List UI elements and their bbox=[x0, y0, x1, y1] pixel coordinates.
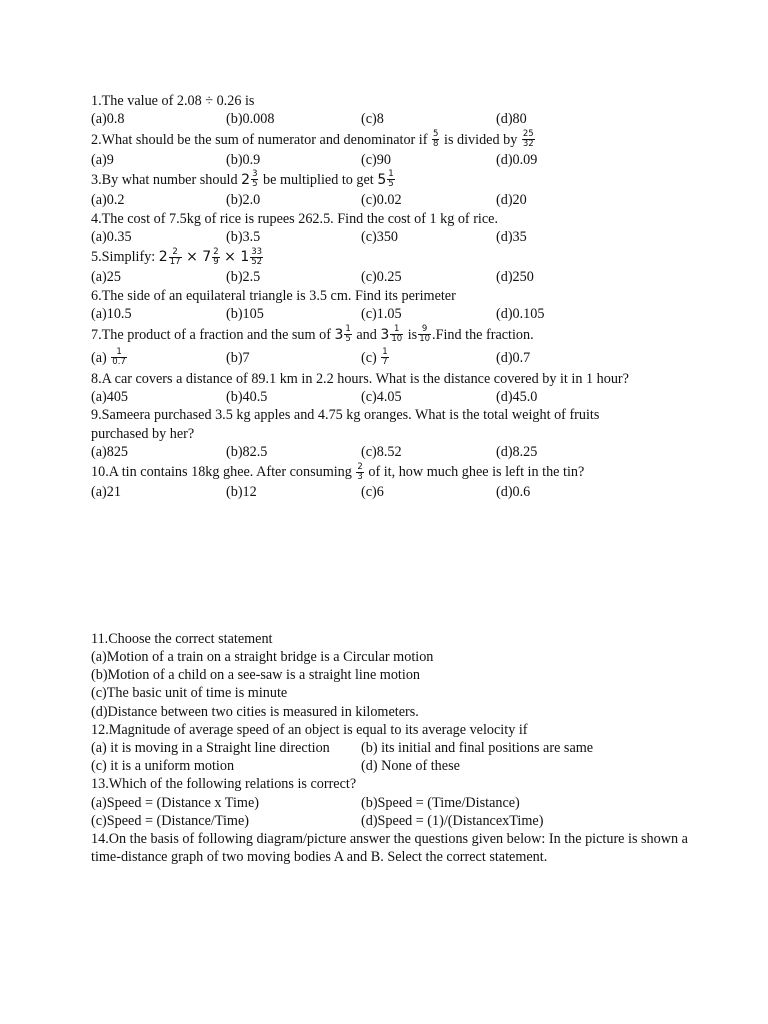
option-d: (d)0.7 bbox=[496, 349, 531, 366]
question-8: 8.A car covers a distance of 89.1 km in 2.2 hours. What is the distance covered by it in 1 hour? bbox=[91, 370, 629, 387]
option-d: (d)20 bbox=[496, 192, 527, 209]
option-c: (c)0.25 bbox=[361, 269, 402, 286]
option-c: (c)1.05 bbox=[361, 306, 402, 323]
option-c: (c)8 bbox=[361, 111, 384, 128]
option-b: (b)82.5 bbox=[226, 444, 268, 461]
option-b: (b)105 bbox=[226, 306, 264, 323]
option-c: (c)6 bbox=[361, 484, 384, 501]
question-5: 5.Simplify: 2 $\frac{2}{17}$ × 7 $\frac{2}{9}$ × 1 $\frac{33}{52}$ bbox=[91, 246, 263, 267]
question-6: 6.The side of an equilateral triangle is 3.5 cm. Find its perimeter bbox=[91, 287, 456, 304]
option-c: (c)90 bbox=[361, 151, 391, 168]
option-c: (c) it is a uniform motion bbox=[91, 758, 235, 775]
option-a: (a)25 bbox=[91, 269, 121, 286]
fraction: $\frac{1}{5}$ bbox=[345, 323, 351, 344]
question-14-line-2: time-distance graph of two moving bodies A and B. Select the correct statement. bbox=[91, 849, 548, 866]
fraction: $\frac{2}{3}$ bbox=[357, 461, 363, 482]
question-14-line-1: 14.On the basis of following diagram/picture answer the questions given below: In the picture is shown a bbox=[91, 830, 688, 847]
fraction: $\frac{3}{5}$ bbox=[252, 169, 258, 190]
option-a: (a)405 bbox=[91, 388, 129, 405]
fraction: $\frac{25}{32}$ bbox=[522, 129, 534, 150]
worksheet bbox=[91, 92, 691, 866]
option-c: (c) $\frac{1}{7}$ bbox=[361, 346, 388, 367]
question-9-line-1: 9.Sameera purchased 3.5 kg apples and 4.75 kg oranges. What is the total weight of fruits bbox=[91, 407, 600, 424]
fraction: $\frac{1}{7}$ bbox=[382, 346, 388, 367]
question-4-options bbox=[91, 228, 691, 246]
option-a: (a)0.8 bbox=[91, 111, 125, 128]
option-b: (b)7 bbox=[226, 349, 250, 366]
option-b: (b)0.9 bbox=[226, 151, 261, 168]
question-9-line-2: purchased by her? bbox=[91, 425, 195, 442]
question-9-options bbox=[91, 443, 691, 461]
option-a: (a)0.2 bbox=[91, 192, 125, 209]
fraction: $\frac{9}{10}$ bbox=[419, 323, 431, 344]
question-3: 3.By what number should 2 $\frac{3}{5}$ be multiplied to get 5 $\frac{1}{5}$ bbox=[91, 169, 394, 190]
question-11: 11.Choose the correct statement bbox=[91, 630, 273, 647]
option-d: (d)0.09 bbox=[496, 151, 538, 168]
option-d: (d)0.6 bbox=[496, 484, 531, 501]
question-7: 7.The product of a fraction and the sum of 3 $\frac{1}{5}$ and 3 $\frac{1}{10}$ is $\frac{9}{10}$ .Find the fraction. bbox=[91, 323, 534, 344]
option-d: (d)250 bbox=[496, 269, 534, 286]
option-b: (b)3.5 bbox=[226, 228, 261, 245]
question-13-options-row-1 bbox=[91, 794, 691, 812]
question-12-options-row-2 bbox=[91, 757, 691, 775]
question-5-options bbox=[91, 268, 691, 286]
question-13-options-row-2 bbox=[91, 812, 691, 830]
option-b: (b)2.0 bbox=[226, 192, 261, 209]
fraction: $\frac{1}{0.7}$ bbox=[112, 346, 126, 367]
question-12: 12.Magnitude of average speed of an object is equal to its average velocity if bbox=[91, 721, 528, 738]
option-b: (b)40.5 bbox=[226, 388, 268, 405]
option-a: (a)Speed = (Distance x Time) bbox=[91, 794, 259, 811]
question-7-options bbox=[91, 346, 691, 370]
question-10-options bbox=[91, 483, 691, 501]
question-1-options bbox=[91, 110, 691, 128]
option-d: (d)Distance between two cities is measured in kilometers. bbox=[91, 703, 419, 720]
fraction: $\frac{33}{52}$ bbox=[251, 246, 263, 267]
fraction: $\frac{1}{10}$ bbox=[391, 323, 403, 344]
option-a: (a)Motion of a train on a straight bridge is a Circular motion bbox=[91, 649, 434, 666]
question-2-options bbox=[91, 151, 691, 169]
option-b: (b)2.5 bbox=[226, 269, 261, 286]
option-a: (a)21 bbox=[91, 484, 121, 501]
fraction: $\frac{2}{17}$ bbox=[169, 246, 181, 267]
option-d: (d)35 bbox=[496, 228, 527, 245]
option-a: (a) it is moving in a Straight line direction bbox=[91, 739, 330, 756]
option-a: (a)825 bbox=[91, 444, 129, 461]
fraction: $\frac{5}{8}$ bbox=[433, 129, 439, 150]
option-d: (d) None of these bbox=[361, 758, 460, 775]
question-6-options bbox=[91, 305, 691, 323]
option-d: (d)80 bbox=[496, 111, 527, 128]
option-d: (d)Speed = (1)/(DistancexTime) bbox=[361, 812, 544, 829]
option-b: (b) its initial and final positions are same bbox=[361, 739, 594, 756]
option-c: (c)350 bbox=[361, 228, 399, 245]
option-c: (c)8.52 bbox=[361, 444, 402, 461]
question-10: 10.A tin contains 18kg ghee. After consuming $\frac{2}{3}$ of it, how much ghee is left in the tin? bbox=[91, 461, 585, 482]
option-b: (b)Speed = (Time/Distance) bbox=[361, 794, 520, 811]
option-c: (c)The basic unit of time is minute bbox=[91, 685, 288, 702]
option-d: (d)8.25 bbox=[496, 444, 538, 461]
option-a: (a) $\frac{1}{0.7}$ bbox=[91, 346, 126, 367]
option-c: (c)0.02 bbox=[361, 192, 402, 209]
question-2: 2.What should be the sum of numerator and denominator if $\frac{5}{8}$ is divided by $\frac{25}{32}$ bbox=[91, 129, 534, 150]
question-4: 4.The cost of 7.5kg of rice is rupees 262.5. Find the cost of 1 kg of rice. bbox=[91, 210, 499, 227]
question-1: 1.The value of 2.08 ÷ 0.26 is bbox=[91, 93, 255, 109]
option-c: (c)4.05 bbox=[361, 388, 402, 405]
option-c: (c)Speed = (Distance/Time) bbox=[91, 812, 249, 829]
question-3-options bbox=[91, 191, 691, 209]
blank-space bbox=[91, 502, 691, 630]
option-b: (b)Motion of a child on a see-saw is a straight line motion bbox=[91, 667, 421, 684]
option-d: (d)45.0 bbox=[496, 388, 538, 405]
question-8-options bbox=[91, 388, 691, 406]
option-b: (b)0.008 bbox=[226, 111, 275, 128]
option-a: (a)10.5 bbox=[91, 306, 132, 323]
question-12-options-row-1 bbox=[91, 739, 691, 757]
option-b: (b)12 bbox=[226, 484, 257, 501]
option-a: (a)0.35 bbox=[91, 228, 132, 245]
fraction: $\frac{2}{9}$ bbox=[213, 246, 219, 267]
fraction: $\frac{1}{5}$ bbox=[388, 169, 394, 190]
option-d: (d)0.105 bbox=[496, 306, 545, 323]
option-a: (a)9 bbox=[91, 151, 114, 168]
question-13: 13.Which of the following relations is correct? bbox=[91, 776, 357, 793]
